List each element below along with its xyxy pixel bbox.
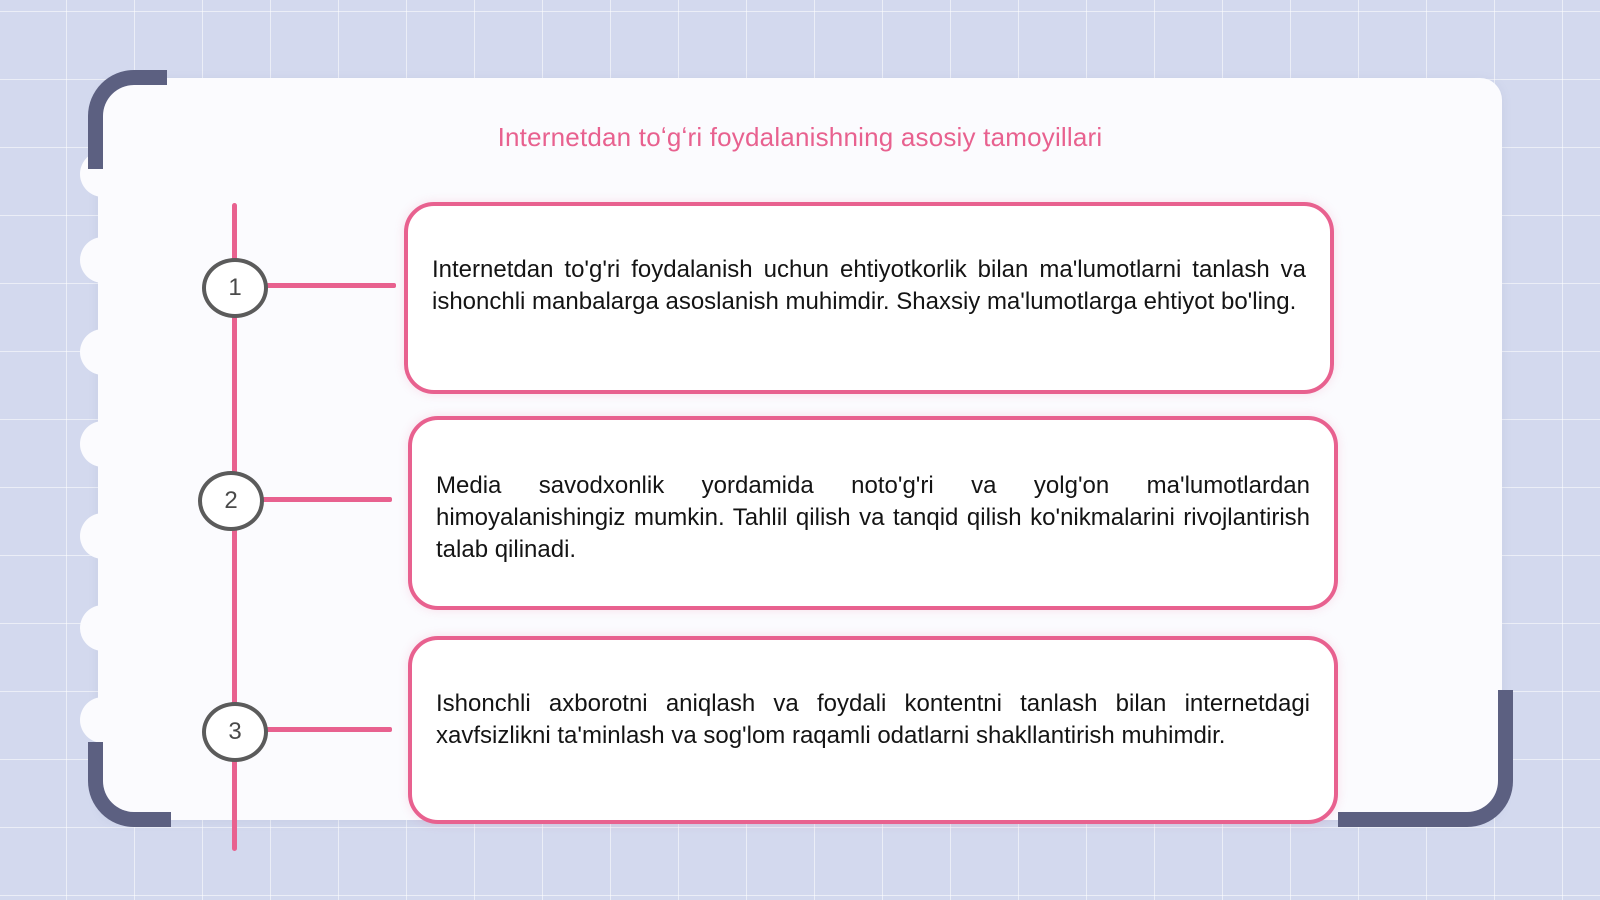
principle-text-1: Internetdan to'g'ri foydalanish uchun ehtiyotkorlik bilan ma'lumotlarni tanlash va ishonchli manbalarga asoslanish muhimdir. Shaxsiy ma'lumotlarga ehtiyot bo'ling. (432, 256, 1306, 315)
scallop-decoration (80, 237, 126, 283)
step-number-2: 2 (198, 471, 264, 531)
timeline-connector-2 (262, 497, 392, 502)
scallop-decoration (80, 421, 126, 467)
principle-card-1 (404, 202, 1334, 394)
principle-text-3: Ishonchli axborotni aniqlash va foydali kontentni tanlash bilan internetdagi xavfsizlikni ta'minlash va sog'lom raqamli odatlarni shakllantirish muhimdir. (436, 690, 1310, 749)
principle-card-3 (408, 636, 1338, 824)
frame-corner-bottom-left (88, 742, 171, 827)
principle-card-2 (408, 416, 1338, 610)
timeline-connector-1 (266, 283, 396, 288)
scallop-decoration (80, 329, 126, 375)
timeline-connector-3 (266, 727, 392, 732)
scallop-decoration (80, 697, 126, 743)
frame-corner-top-left (88, 70, 167, 169)
scallop-decoration (80, 605, 126, 651)
step-number-3: 3 (202, 702, 268, 762)
step-number-1: 1 (202, 258, 268, 318)
scallop-decoration (80, 513, 126, 559)
slide-title: Internetdan toʻgʻri foydalanishning asosiy tamoyillari (497, 122, 1103, 152)
frame-corner-bottom-right (1338, 690, 1513, 827)
principle-text-2: Media savodxonlik yordamida noto'g'ri va yolg'on ma'lumotlardan himoyalanishingiz mumkin. Tahlil qilish va tanqid qilish ko'nikmalarini rivojlantirish talab qilinadi. (436, 472, 1310, 563)
